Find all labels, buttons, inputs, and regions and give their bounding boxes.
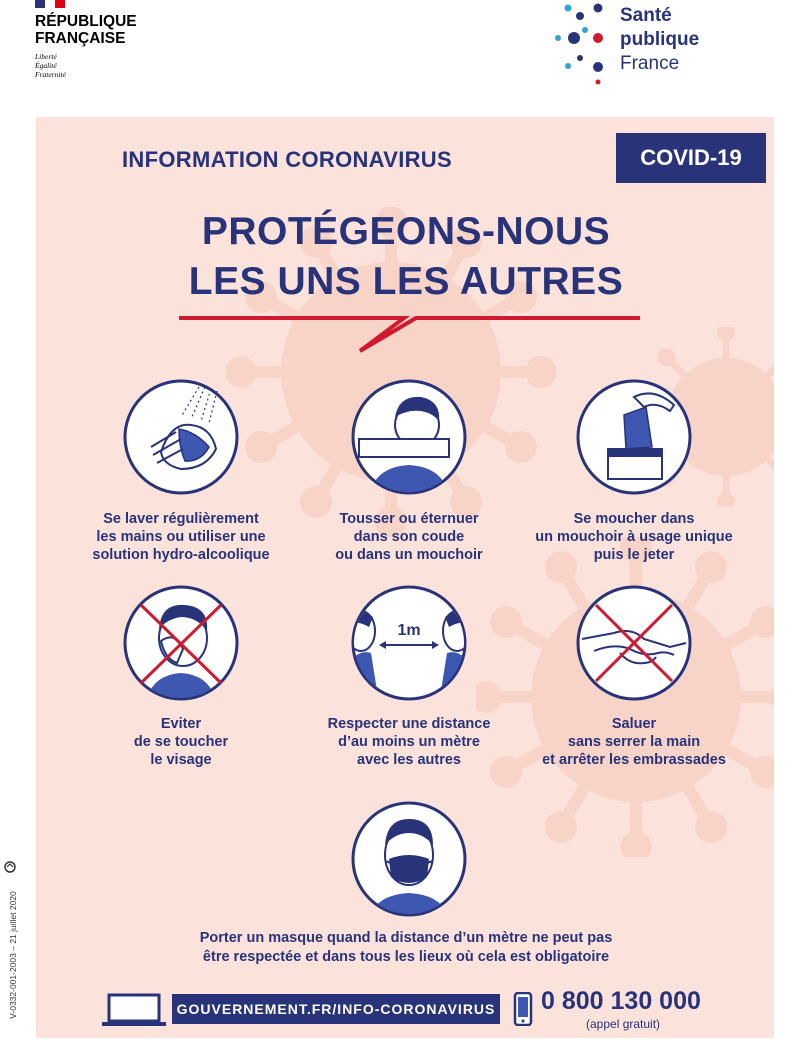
- covid-badge: COVID-19: [616, 133, 766, 183]
- page-header: [0, 0, 787, 112]
- gesture-caption: Tousser ou éternuer dans son coude ou dans un mouchoir: [335, 511, 483, 563]
- gesture-caption: Se moucher dans un mouchoir à usage unique puis le jeter: [535, 511, 733, 563]
- distance-label: 1m: [397, 622, 421, 639]
- gesture-tissue: [514, 377, 754, 567]
- marianne-flag-icon: [35, 0, 65, 8]
- rf-motto: Liberté Égalité Fraternité: [35, 52, 66, 79]
- rf-title: RÉPUBLIQUE FRANÇAISE: [35, 13, 137, 47]
- sante-publique-france-logo: [552, 0, 752, 90]
- gesture-no-face-touch: [61, 583, 301, 773]
- page-title-line1: PROTÉGEONS-NOUS: [201, 210, 611, 253]
- handwash-icon: [121, 377, 241, 497]
- gesture-no-handshake: [514, 583, 754, 773]
- side-reference: [0, 860, 20, 1038]
- poster-panel: [36, 117, 774, 1038]
- no-face-touch-icon: [121, 583, 241, 703]
- info-url-link[interactable]: GOUVERNEMENT.FR/INFO-CORONAVIRUS: [172, 994, 500, 1024]
- info-heading: INFORMATION CORONAVIRUS: [122, 147, 452, 172]
- phone-number[interactable]: 0 800 130 000: [541, 987, 701, 1015]
- gesture-caption: Eviter de se toucher le visage: [133, 716, 229, 768]
- gesture-cough-elbow: [289, 377, 529, 567]
- tissue-box-icon: [574, 377, 694, 497]
- cough-elbow-icon: [349, 377, 469, 497]
- mask-icon: [349, 799, 469, 919]
- gesture-caption: Saluer sans serrer la main et arrêter les embrassades: [542, 716, 726, 768]
- spf-dots-icon: [552, 0, 618, 90]
- gesture-handwash: [61, 377, 301, 567]
- mask-caption: Porter un masque quand la distance d’un mètre ne peut pas être respectée et dans tous les lieux où cela est obligatoire: [199, 930, 613, 965]
- document-reference: V-0332-001-2003 – 21 juillet 2020: [8, 891, 18, 1019]
- gesture-caption: Respecter une distance d’au moins un mètre avec les autres: [327, 716, 491, 768]
- distance-icon: [349, 583, 469, 703]
- speech-bubble-underline: [176, 313, 646, 359]
- laptop-icon: [101, 993, 167, 1027]
- gesture-caption: Se laver régulièrement les mains ou utiliser une solution hydro-alcoolique: [92, 511, 270, 563]
- gesture-distance: [289, 583, 529, 773]
- phone-icon: [513, 992, 533, 1026]
- phone-note: (appel gratuit): [586, 1017, 661, 1031]
- no-handshake-icon: [574, 583, 694, 703]
- spf-wordmark: Santé publique France: [620, 5, 700, 74]
- page-title-line2: LES UNS LES AUTRES: [188, 260, 624, 303]
